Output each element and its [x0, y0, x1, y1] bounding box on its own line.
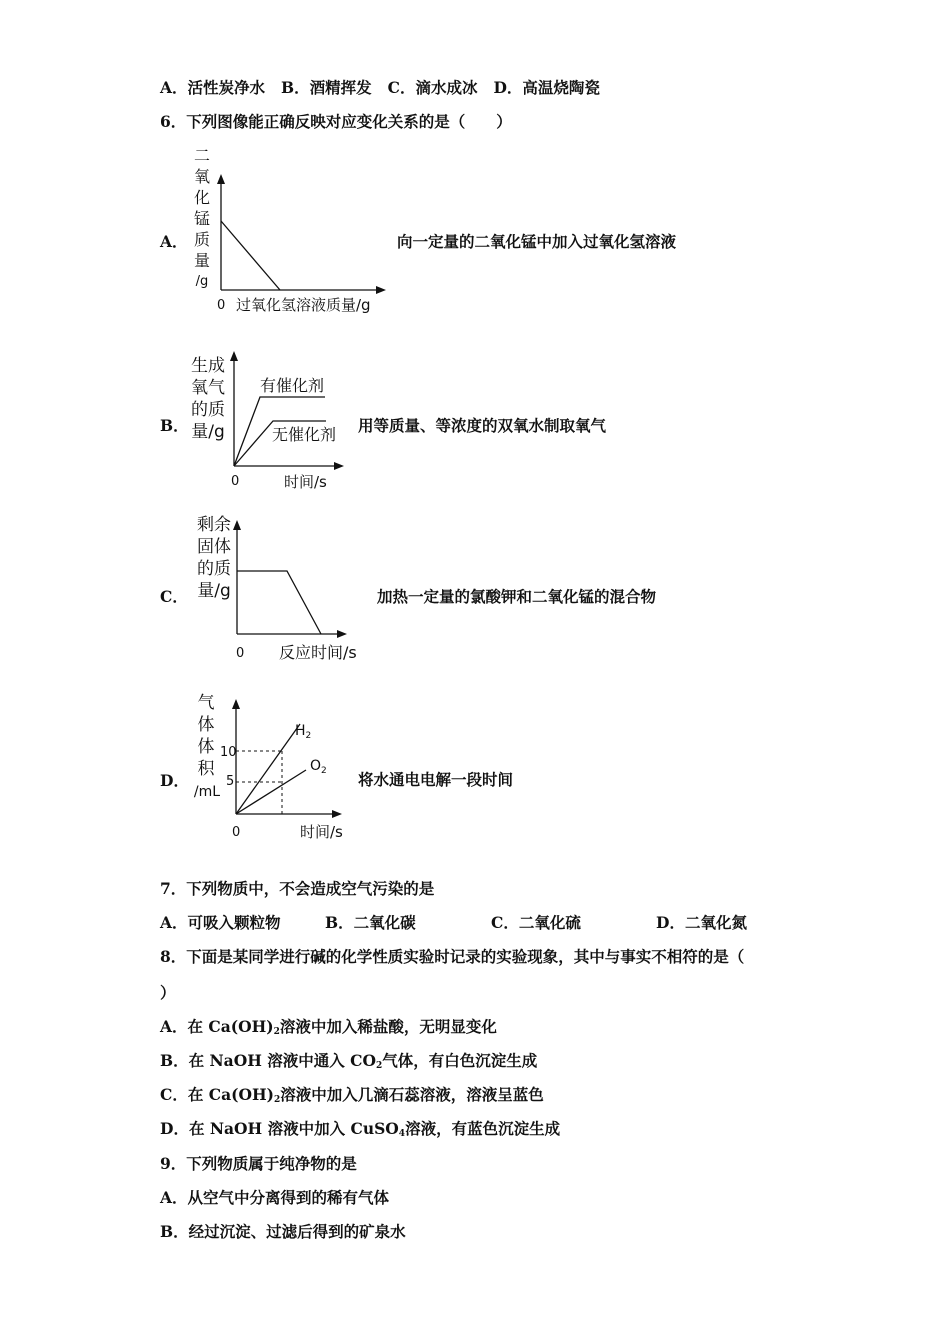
q9-option-a: A．从空气中分离得到的稀有气体 — [160, 1188, 390, 1207]
q9-option-b: B．经过沉淀、过滤后得到的矿泉水 — [160, 1222, 406, 1241]
q6-a-graph — [200, 170, 400, 320]
q6-d-o2-line — [236, 770, 306, 814]
q6-a-y-arrow — [217, 174, 225, 184]
q6-a-x-arrow — [376, 286, 386, 294]
q6-d-o2-label: $O_2$ — [310, 758, 327, 776]
q6-option-b-letter: B． — [160, 416, 189, 435]
q6-d-origin: 0 — [232, 825, 241, 840]
q6-b-y-arrow — [230, 351, 238, 361]
q6-stem: 6．下列图像能正确反映对应变化关系的是（ ） — [160, 112, 512, 131]
q6-c-origin: 0 — [236, 646, 245, 661]
q6-d-h2-label: $H_2$ — [295, 723, 312, 741]
q5-option-d: D．高温烧陶瓷 — [493, 78, 600, 97]
q6-c-line — [237, 571, 321, 634]
q6-option-d-letter: D． — [160, 771, 189, 790]
q7-stem: 7．下列物质中，不会造成空气污染的是 — [160, 879, 435, 898]
q6-d-description: 将水通电电解一段时间 — [358, 770, 514, 789]
q7-option-a: A．可吸入颗粒物 — [160, 913, 281, 932]
q8-option-d: D．在 NaOH 溶液中加入 CuSO$_4$溶液，有蓝色沉淀生成 — [160, 1119, 561, 1139]
q5-option-a: A．活性炭净水 — [160, 78, 266, 97]
q6-c-xlabel: 反应时间/s — [279, 643, 357, 662]
q6-a-origin: 0 — [217, 298, 226, 313]
q6-option-a-letter: A． — [160, 232, 188, 251]
q6-option-c-letter: C． — [160, 587, 188, 606]
q8-stem-line1: 8．下面是某同学进行碱的化学性质实验时记录的实验现象，其中与事实不相符的是（ — [160, 947, 745, 966]
q6-b-ylabel: 生成 氧气 的质 量/g — [191, 356, 225, 442]
q5-option-c: C．滴水成冰 — [387, 78, 478, 97]
q6-b-x-arrow — [334, 462, 344, 470]
q6-d-tick-10: 10 — [220, 745, 237, 760]
q6-b-xlabel: 时间/s — [284, 473, 327, 491]
q6-c-y-arrow — [233, 520, 241, 530]
q6-d-graph — [220, 695, 360, 845]
q7-option-d: D．二氧化氮 — [656, 913, 747, 932]
q6-d-tick-5: 5 — [226, 774, 235, 789]
q7-option-b: B．二氧化碳 — [325, 913, 416, 932]
q6-a-xlabel: 过氧化氢溶液质量/g — [236, 296, 371, 314]
q6-b-label-catalyst: 有催化剂 — [260, 376, 325, 395]
q8-option-b: B．在 NaOH 溶液中通入 $CO_2$气体，有白色沉淀生成 — [160, 1051, 538, 1071]
q5-option-b: B．酒精挥发 — [281, 78, 372, 97]
q9-stem: 9．下列物质属于纯净物的是 — [160, 1154, 357, 1173]
q6-a-line — [221, 221, 280, 290]
q8-option-a: A．在 $Ca(OH)_2$溶液中加入稀盐酸，无明显变化 — [160, 1017, 497, 1037]
q6-c-graph — [225, 510, 375, 665]
q6-d-y-arrow — [232, 699, 240, 709]
q6-b-label-no-catalyst: 无催化剂 — [272, 425, 337, 444]
q7-option-c: C．二氧化硫 — [491, 913, 581, 932]
q8-stem-line2: ） — [160, 983, 176, 1002]
q6-d-xlabel: 时间/s — [300, 823, 343, 841]
q5-options — [160, 78, 600, 98]
q8-option-c: C．在 $Ca(OH)_2$溶液中加入几滴石蕊溶液，溶液呈蓝色 — [160, 1085, 544, 1105]
q6-d-ylabel-unit: /mL — [193, 784, 221, 800]
q6-a-ylabel: 二 氧 化 锰 质 量 /g — [193, 146, 210, 289]
q6-b-graph — [220, 345, 360, 495]
q6-d-h2-line — [236, 724, 300, 814]
q6-b-description: 用等质量、等浓度的双氧水制取氧气 — [358, 416, 607, 435]
q6-c-x-arrow — [337, 630, 347, 638]
q6-b-origin: 0 — [231, 474, 240, 489]
q6-c-ylabel: 剩余 固体 的质 量/g — [197, 515, 231, 601]
q6-a-description: 向一定量的二氧化锰中加入过氧化氢溶液 — [397, 232, 677, 251]
q6-d-ylabel: 气 体 体 积 — [197, 693, 215, 779]
q6-d-x-arrow — [332, 810, 342, 818]
q6-c-description: 加热一定量的氯酸钾和二氧化锰的混合物 — [377, 587, 657, 606]
